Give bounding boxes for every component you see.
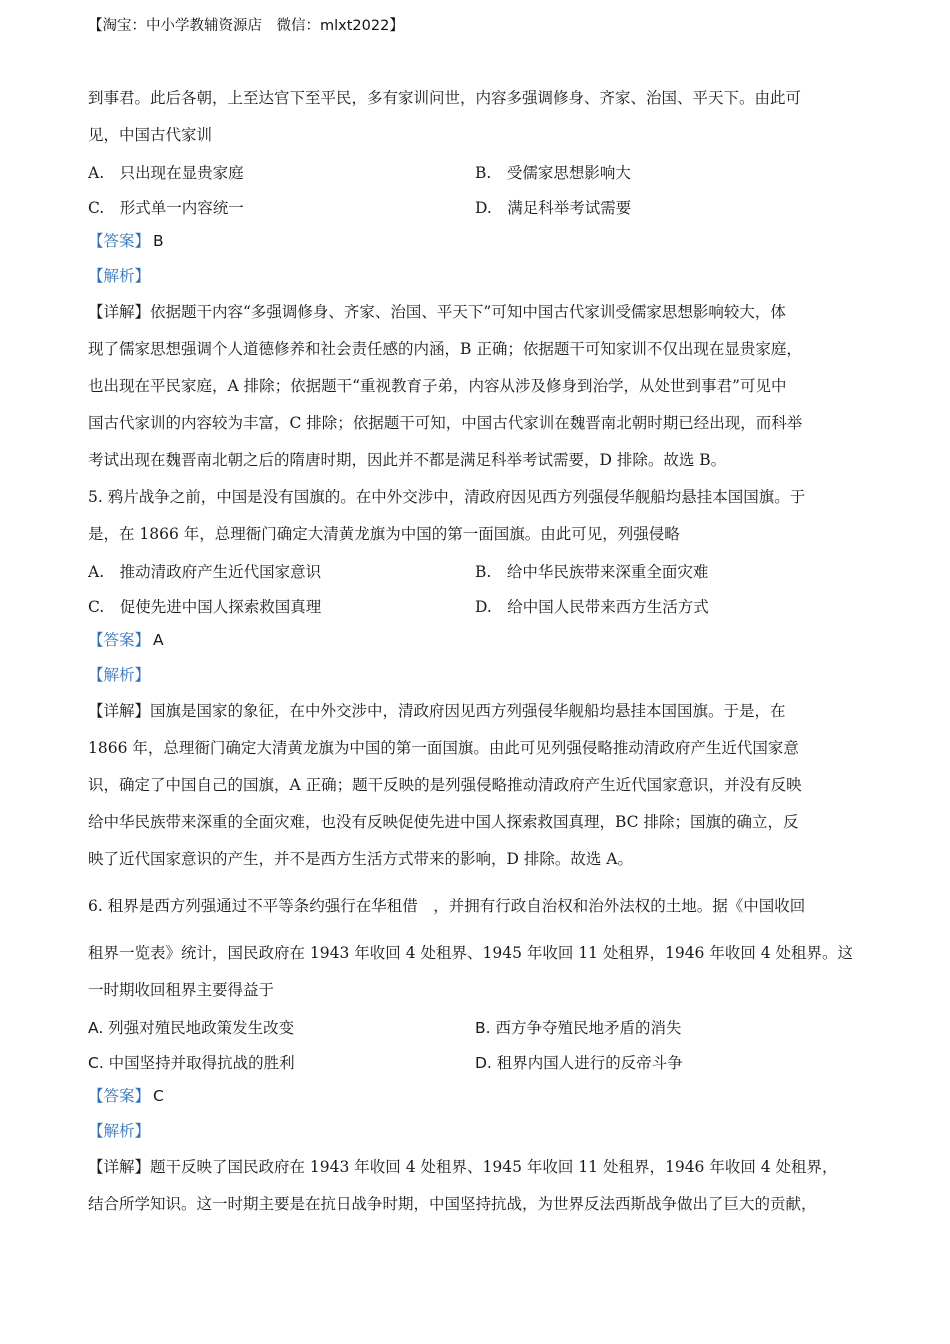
question-stem-line: 到事君。此后各朝，上至达官下至平民，多有家训问世，内容多强调修身、齐家、治国、平天下。由此可 [88,89,802,107]
detail-line: 识，确定了中国自己的国旗，A 正确；题干反映的是列强侵略推动清政府产生近代国家意识，并没有反映 [88,776,802,794]
detail-line: 也出现在平民家庭，A 排除；依据题干“重视教育子弟，内容从涉及修身到治学，从处世到事君”可见中 [88,377,787,395]
detail-line: 【详解】国旗是国家的象征，在中外交涉中，清政府因见西方列强侵华舰船均悬挂本国国旗。于是，在 [88,702,786,720]
options-row [88,1044,878,1079]
detail-line: 国古代家训的内容较为丰富，C 排除；依据题干可知，中国古代家训在魏晋南北朝时期已经出现，而科举 [88,414,803,432]
answer-line [88,623,878,658]
option-b: B. 西方争夺殖民地矛盾的消失 [475,1018,682,1037]
question-4 [88,80,878,479]
analysis-line [88,658,878,693]
option-c: C. 形式单一内容统一 [88,198,244,217]
detail-line: 【详解】依据题干内容“多强调修身、齐家、治国、平天下”可知中国古代家训受儒家思想影响较大，体 [88,303,786,321]
option-b: B. 给中华民族带来深重全面灾难 [475,562,709,581]
answer-line [88,1079,878,1114]
question-stem-line: 6. 租界是西方列强通过不平等条约强行在华租借 ，并拥有行政自治权和治外法权的土地。据《中国收回 [88,897,806,915]
answer-value: A [153,631,164,649]
question-stem-line: 见，中国古代家训 [88,126,213,144]
answer-line [88,224,878,259]
option-a: A. 推动清政府产生近代国家意识 [88,562,322,581]
option-b: B. 受儒家思想影响大 [475,163,631,182]
option-d: D. 给中国人民带来西方生活方式 [475,597,709,616]
options-row [88,588,878,623]
question-stem-line: 5. 鸦片战争之前，中国是没有国旗的。在中外交涉中，清政府因见西方列强侵华舰船均悬挂本国国旗。于 [88,488,806,506]
analysis-label: 【解析】 [88,267,151,285]
options-row [88,1009,878,1044]
options-row [88,189,878,224]
answer-label: 【答案】 [88,1087,151,1105]
analysis-label: 【解析】 [88,666,151,684]
option-a: A. 只出现在显贵家庭 [88,163,244,182]
detail-line: 考试出现在魏晋南北朝之后的隋唐时期，因此并不都是满足科举考试需要，D 排除。故选 B。 [88,451,727,469]
detail-line: 映了近代国家意识的产生，并不是西方生活方式带来的影响，D 排除。故选 A。 [88,850,633,868]
detail-line: 1866 年，总理衙门确定大清黄龙旗为中国的第一面国旗。由此可见列强侵略推动清政府产生近代国家意 [88,739,799,757]
question-stem-line: 租界一览表》统计，国民政府在 1943 年收回 4 处租界、1945 年收回 11 处租界，1946 年收回 4 处租界。这 [88,944,854,962]
analysis-line [88,1114,878,1149]
page-header: 【淘宝：中小学教辅资源店 微信：mlxt2022】 [88,18,404,34]
option-c: C. 促使先进中国人探索救国真理 [88,597,322,616]
question-stem-line: 是，在 1866 年，总理衙门确定大清黄龙旗为中国的第一面国旗。由此可见，列强侵略 [88,525,680,543]
answer-label: 【答案】 [88,232,151,250]
detail-line: 结合所学知识。这一时期主要是在抗日战争时期，中国坚持抗战，为世界反法西斯战争做出了巨大的贡献， [88,1195,817,1213]
options-row [88,154,878,189]
answer-value: B [153,232,164,250]
option-c: C. 中国坚持并取得抗战的胜利 [88,1053,295,1072]
option-a: A. 列强对殖民地政策发生改变 [88,1018,295,1037]
option-d: D. 租界内国人进行的反帝斗争 [475,1053,683,1072]
document-body [88,80,878,1223]
answer-value: C [153,1087,164,1105]
answer-label: 【答案】 [88,631,151,649]
detail-line: 给中华民族带来深重的全面灾难，也没有反映促使先进中国人探索救国真理，BC 排除；国旗的确立，反 [88,813,799,831]
options-row [88,553,878,588]
detail-line: 【详解】题干反映了国民政府在 1943 年收回 4 处租界、1945 年收回 11 处租界，1946 年收回 4 处租界， [88,1158,838,1176]
detail-line: 现了儒家思想强调个人道德修养和社会责任感的内涵，B 正确；依据题干可知家训不仅出现在显贵家庭， [88,340,802,358]
analysis-label: 【解析】 [88,1122,151,1140]
option-d: D. 满足科举考试需要 [475,198,632,217]
question-6 [88,888,878,1223]
question-stem-line: 一时期收回租界主要得益于 [88,981,275,999]
question-5 [88,479,878,878]
analysis-line [88,259,878,294]
